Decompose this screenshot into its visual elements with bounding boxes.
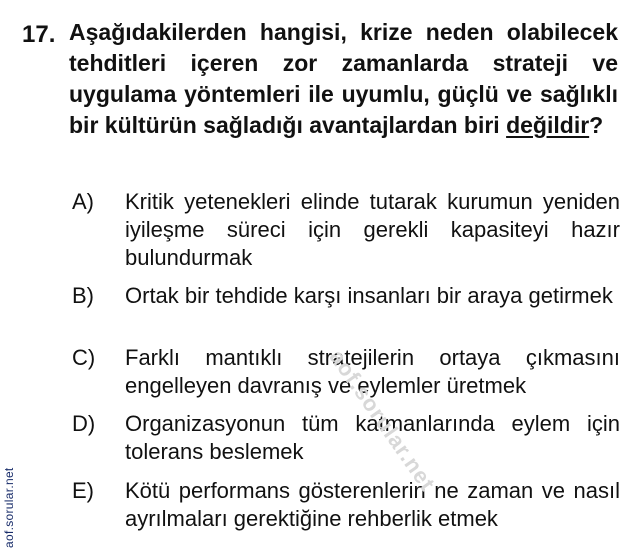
question-number: 17. bbox=[22, 21, 56, 48]
option-letter: B) bbox=[72, 283, 94, 308]
question-stem bbox=[69, 17, 618, 141]
option-text: Ortak bir tehdide karşı insanları bir araya getirmek bbox=[125, 283, 613, 308]
option-text: Kritik yetenekleri elinde tutarak kurumun yeniden iyileşme süreci için gerekli kapasiteyi hazır bulundurmak bbox=[125, 189, 620, 270]
option-letter: E) bbox=[72, 478, 94, 503]
option-text: Farklı mantıklı stratejilerin ortaya çıkmasını engelleyen davranış ve eylemler üretmek bbox=[125, 345, 620, 398]
diagonal-watermark: aof.sorular.net bbox=[324, 345, 441, 496]
side-watermark: aof.sorular.net bbox=[2, 467, 16, 548]
question-stem-text: Aşağıdakilerden hangisi, krize neden olabilecek tehditleri içeren zor zamanlarda strateji ve uygulama yöntemleri ile uyumlu, güçlü ve sağlıklı bir kültürün sağladığı avantajlardan biri bbox=[69, 19, 618, 138]
option-letter: D) bbox=[72, 411, 96, 436]
option-letter: A) bbox=[72, 189, 94, 214]
question-negation: değildir bbox=[506, 112, 590, 138]
question-stem-end: ? bbox=[589, 112, 604, 138]
option-text: Organizasyonun tüm katmanlarında eylem için tolerans beslemek bbox=[125, 411, 620, 464]
option-text: Kötü performans gösterenlerin ne zaman ve nasıl ayrılmaları gerektiğine rehberlik etmek bbox=[125, 478, 620, 531]
option-letter: C) bbox=[72, 345, 96, 370]
